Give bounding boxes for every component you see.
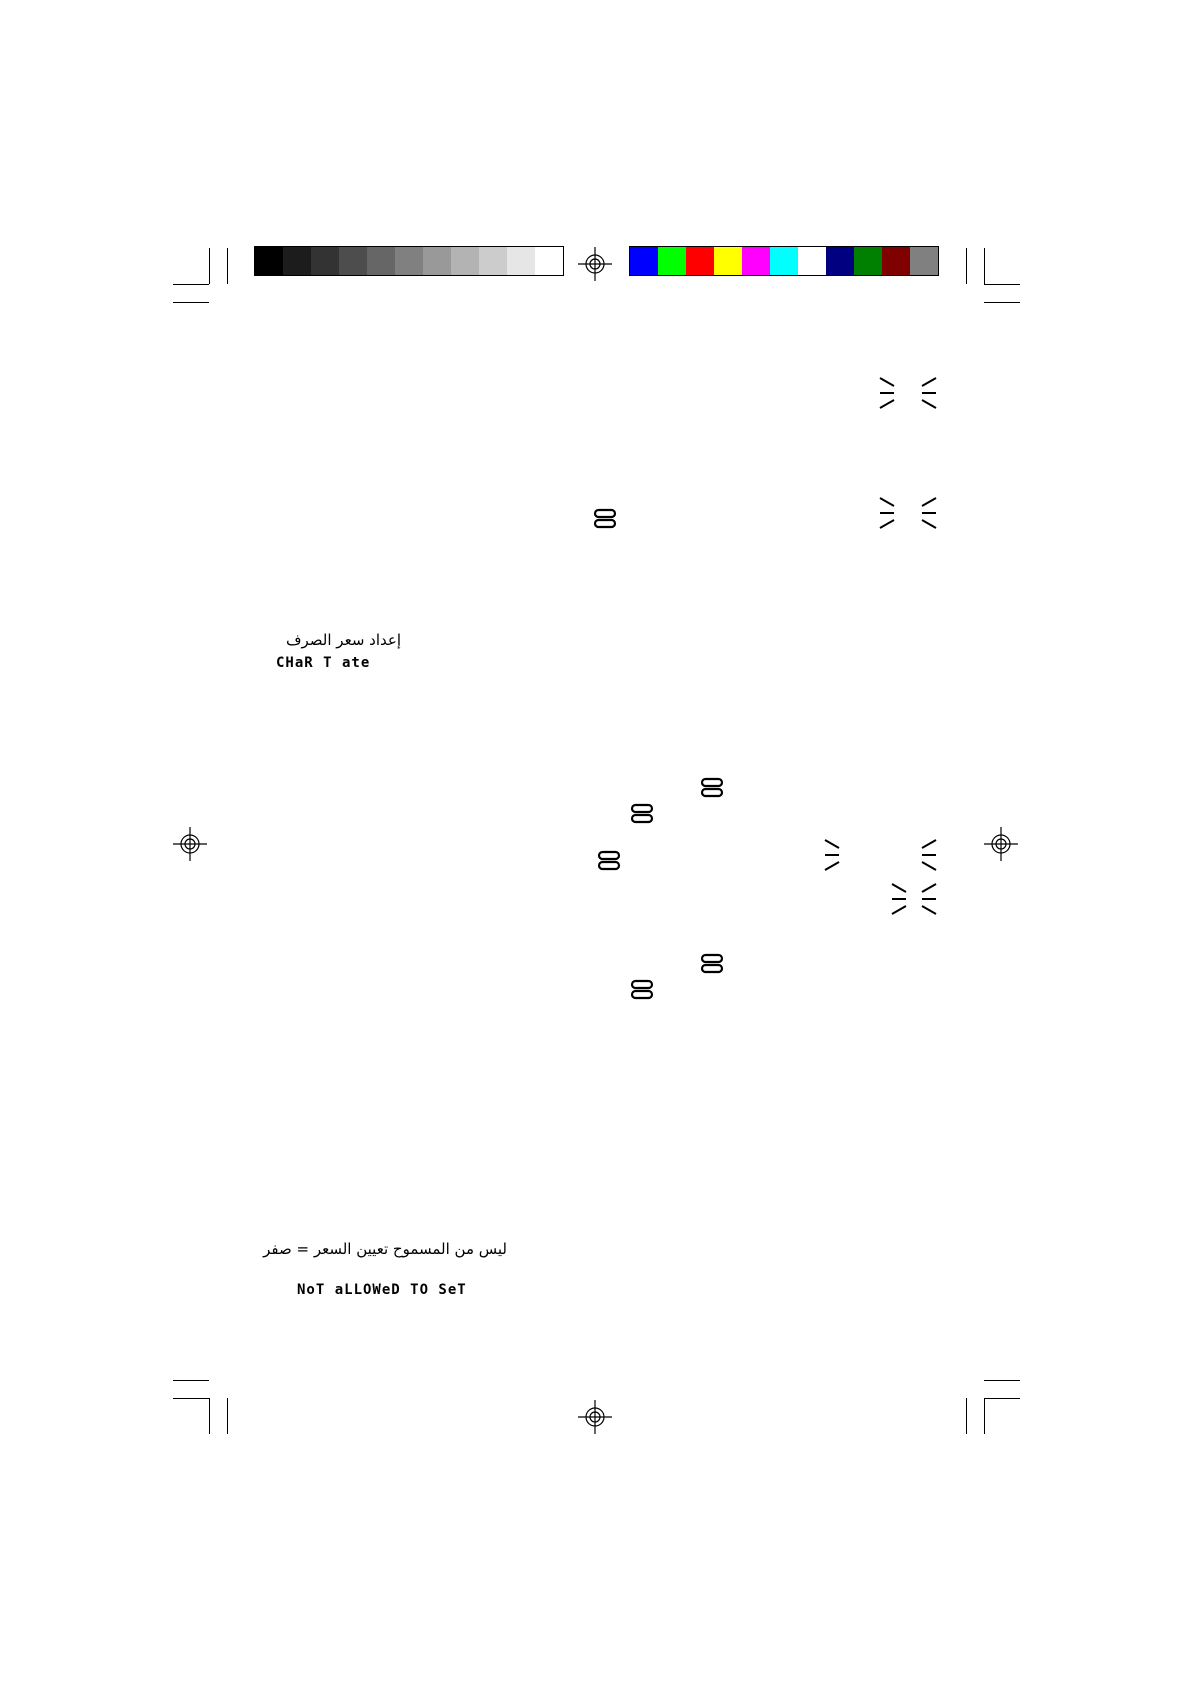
crop-mark bbox=[227, 248, 228, 284]
coin-stack-icon bbox=[700, 953, 724, 975]
coin-stack-icon bbox=[593, 508, 617, 530]
note-text: ليس من المسموح تعيين السعر = صفر bbox=[263, 1240, 507, 1258]
grayscale-bar bbox=[254, 246, 564, 276]
blink-right-icon bbox=[878, 496, 896, 530]
color-swatch bbox=[854, 247, 882, 275]
crop-mark bbox=[984, 1398, 1020, 1399]
crop-mark bbox=[984, 248, 985, 284]
color-swatch bbox=[910, 247, 938, 275]
crop-mark bbox=[984, 302, 1020, 303]
blink-left-icon bbox=[920, 376, 938, 410]
coin-stack-icon bbox=[630, 803, 654, 825]
gray-swatch bbox=[479, 247, 507, 275]
crop-mark bbox=[966, 1398, 967, 1434]
blink-right-icon bbox=[823, 838, 841, 872]
gray-swatch bbox=[535, 247, 563, 275]
color-swatch bbox=[686, 247, 714, 275]
gray-swatch bbox=[507, 247, 535, 275]
blink-left-icon bbox=[920, 882, 938, 916]
crop-mark bbox=[209, 1398, 210, 1434]
blink-left-icon bbox=[920, 838, 938, 872]
gray-swatch bbox=[423, 247, 451, 275]
blink-right-icon bbox=[878, 376, 896, 410]
gray-swatch bbox=[451, 247, 479, 275]
color-bar bbox=[629, 246, 939, 276]
registration-mark-icon bbox=[578, 1400, 612, 1434]
color-swatch bbox=[882, 247, 910, 275]
crop-mark bbox=[173, 284, 209, 285]
color-swatch bbox=[798, 247, 826, 275]
crop-mark bbox=[173, 1380, 209, 1381]
blink-right-icon bbox=[890, 882, 908, 916]
coin-stack-icon bbox=[700, 777, 724, 799]
crop-mark bbox=[227, 1398, 228, 1434]
color-swatch bbox=[658, 247, 686, 275]
gray-swatch bbox=[339, 247, 367, 275]
gray-swatch bbox=[283, 247, 311, 275]
gray-swatch bbox=[311, 247, 339, 275]
coin-stack-icon bbox=[630, 979, 654, 1001]
crop-mark bbox=[209, 248, 210, 284]
registration-mark-icon bbox=[173, 827, 207, 861]
registration-mark-icon bbox=[984, 827, 1018, 861]
crop-mark bbox=[966, 248, 967, 284]
crop-mark bbox=[984, 1398, 985, 1434]
coin-stack-icon bbox=[597, 850, 621, 872]
registration-mark-icon bbox=[578, 247, 612, 281]
lcd-readout: CHaR T ate bbox=[276, 655, 371, 671]
color-swatch bbox=[770, 247, 798, 275]
gray-swatch bbox=[367, 247, 395, 275]
color-swatch bbox=[630, 247, 658, 275]
crop-mark bbox=[984, 284, 1020, 285]
crop-mark bbox=[984, 1380, 1020, 1381]
blink-left-icon bbox=[920, 496, 938, 530]
lcd-readout: NoT aLLOWeD TO SeT bbox=[297, 1282, 467, 1298]
section-heading: إعداد سعر الصرف bbox=[285, 631, 401, 649]
color-swatch bbox=[826, 247, 854, 275]
crop-mark bbox=[173, 1398, 209, 1399]
color-swatch bbox=[742, 247, 770, 275]
crop-mark bbox=[173, 302, 209, 303]
color-swatch bbox=[714, 247, 742, 275]
gray-swatch bbox=[255, 247, 283, 275]
gray-swatch bbox=[395, 247, 423, 275]
